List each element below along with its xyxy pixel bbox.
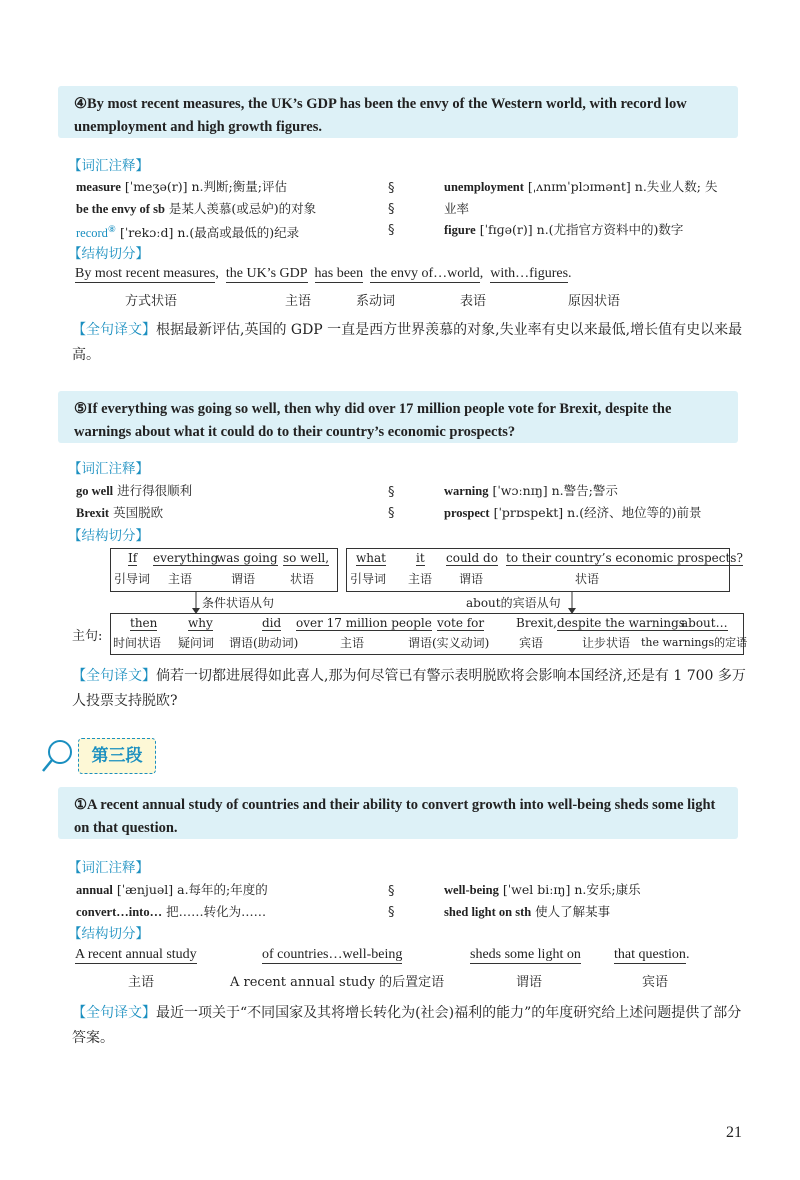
separator-3-1: § § xyxy=(388,884,395,920)
role-4-1: 方式状语 xyxy=(125,294,178,309)
struct-label-5: 【结构切分】 xyxy=(68,528,149,544)
role-4-4: 表语 xyxy=(460,294,487,309)
m-about: about… xyxy=(681,616,728,630)
sentence-5-text: ⑤If everything was going so well, then why did over 17 million people vote for Brexit, despite the warnings about what it could do to their country’s economic prospects? xyxy=(74,401,672,440)
b-could-do: could do xyxy=(446,551,498,565)
struct-3-1-seg2: of countries…well-being xyxy=(262,947,403,962)
b-it-role: 主语 xyxy=(408,572,433,586)
struct-3-1-seg1: A recent annual study xyxy=(75,947,197,962)
a-if-role: 引导词 xyxy=(114,572,151,586)
vocab-label-3-1: 【词汇注释】 xyxy=(68,860,149,876)
vocab-5-right: warning [ˈwɔːnɪŋ] n.警告;警示 prospect [ˈprɒspekt] n.(经济、地位等的)前景 xyxy=(444,483,702,520)
translation-3-1: 【全句译文】最近一项关于“不同国家及其将增长转化为(社会)福利的能力”的年度研究给上述问题提供了部分答案。 xyxy=(72,1005,742,1046)
sentence-3-1-text: ①A recent annual study of countries and their ability to convert growth into well-being sheds some light on that question. xyxy=(74,797,716,836)
sentence-4-text: ④By most recent measures, the UK’s GDP has been the envy of the Western world, with record low unemployment and high growth figures. xyxy=(74,96,687,135)
m-then-role: 时间状语 xyxy=(113,636,162,650)
role-3-1-4: 宾语 xyxy=(642,975,669,990)
vocab-4-left: measure [ˈmeʒə(r)] n.判断;衡量;评估 be the envy of sb 是某人羡慕(或忌妒)的对象 record⑧ [ˈrekɔːd] n.(最高或最低的)纪录 xyxy=(76,179,317,241)
role-3-1-1: 主语 xyxy=(128,975,155,990)
separator-4: § § § xyxy=(388,181,395,238)
sentence-3-1-box xyxy=(58,787,738,839)
vocab-label-4: 【词汇注释】 xyxy=(68,158,149,174)
b-what: what xyxy=(356,551,386,565)
main-clause-label: 主句: xyxy=(72,629,103,644)
a-so-well: so well, xyxy=(283,551,330,565)
b-what-role: 引导词 xyxy=(350,572,387,586)
separator-5: § § xyxy=(388,485,395,521)
a-everything: everything xyxy=(153,551,219,565)
m-people: over 17 million people xyxy=(296,616,432,630)
b-prospects-role: 状语 xyxy=(575,572,600,586)
m-did: did xyxy=(262,616,282,630)
struct-label-4: 【结构切分】 xyxy=(68,246,149,262)
m-vote-for: vote for xyxy=(437,616,485,630)
section-title: 第三段 xyxy=(78,738,156,774)
struct-label-3-1: 【结构切分】 xyxy=(68,926,149,942)
magnifier-icon xyxy=(40,738,74,774)
b-could-do-role: 谓语 xyxy=(459,572,484,586)
arrow-label-condition: 条件状语从句 xyxy=(202,596,275,610)
m-about-role: the warnings的定语 xyxy=(641,636,748,649)
role-4-2: 主语 xyxy=(285,294,312,309)
b-prospects: to their country’s economic prospects? xyxy=(506,551,743,565)
b-it: it xyxy=(416,551,425,565)
a-everything-role: 主语 xyxy=(168,572,193,586)
a-was-going: was going xyxy=(216,551,278,565)
role-3-1-2: A recent annual study 的后置定语 xyxy=(230,975,445,990)
vocab-3-1-left: annual [ˈænjuəl] a.每年的;年度的 convert…into… 把……转化为…… xyxy=(76,882,268,919)
translation-4: 【全句译文】根据最新评估,英国的 GDP 一直是西方世界羡慕的对象,失业率有史以来最低,增长值有史以来最高。 xyxy=(72,322,743,363)
struct-3-1-seg3: sheds some light on xyxy=(470,947,581,962)
vocab-label-5: 【词汇注释】 xyxy=(68,461,149,477)
page-number: 21 xyxy=(726,1124,742,1141)
struct-4-line: By most recent measures, the UK’s GDP has been the envy of…world, with…figures. xyxy=(75,266,572,281)
vocab-3-1-right: well-being [ˈwel biːɪŋ] n.安乐;康乐 shed light on sth 使人了解某事 xyxy=(444,882,641,919)
m-brexit: Brexit, xyxy=(516,616,557,630)
m-did-role: 谓语(助动词) xyxy=(229,636,299,650)
role-4-5: 原因状语 xyxy=(568,294,621,309)
m-why: why xyxy=(188,616,213,630)
vocab-4-right: unemployment [ˌʌnɪmˈplɔɪmənt] n.失业人数; 失 业率 figure [ˈfɪɡə(r)] n.(尤指官方资料中的)数字 xyxy=(444,179,718,237)
m-vote-for-role: 谓语(实义动词) xyxy=(408,636,490,650)
m-brexit-role: 宾语 xyxy=(519,636,544,650)
m-then: then xyxy=(130,616,158,630)
a-if: If xyxy=(128,551,138,565)
role-3-1-3: 谓语 xyxy=(516,975,543,990)
role-4-3: 系动词 xyxy=(356,294,396,309)
a-was-going-role: 谓语 xyxy=(231,572,256,586)
a-so-well-role: 状语 xyxy=(290,572,315,586)
m-people-role: 主语 xyxy=(340,636,365,650)
struct-3-1-seg4: that question. xyxy=(614,947,690,962)
m-why-role: 疑问词 xyxy=(178,636,215,650)
arrow-label-object: about的宾语从句 xyxy=(466,596,561,610)
m-despite-role: 让步状语 xyxy=(582,636,631,650)
m-despite: despite the warnings xyxy=(557,616,685,630)
translation-5: 【全句译文】倘若一切都进展得如此喜人,那为何尽管已有警示表明脱欧将会影响本国经济,还是有 1 700 多万人投票支持脱欧? xyxy=(72,668,746,709)
vocab-5-left: go well 进行得很顺利 Brexit 英国脱欧 xyxy=(76,483,193,520)
